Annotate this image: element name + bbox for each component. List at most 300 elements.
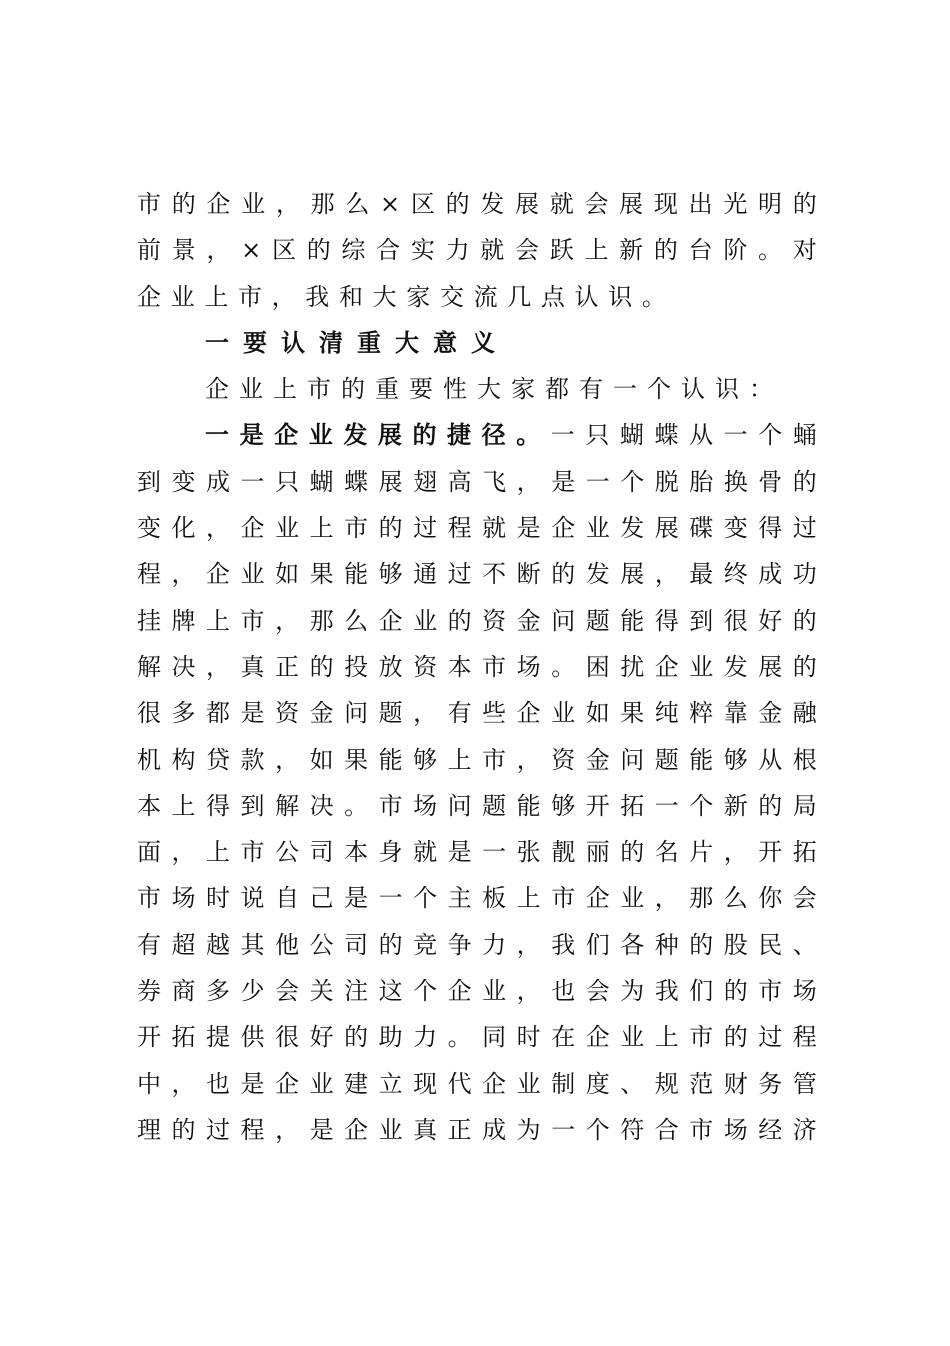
text-glyph: 。	[758, 236, 783, 265]
text-glyph: 只	[585, 421, 610, 450]
text-glyph: 的	[306, 236, 331, 265]
text-glyph: 景	[171, 236, 196, 265]
text-glyph: 企	[378, 606, 403, 635]
text-glyph: ，	[206, 236, 231, 265]
text-glyph: 蝶	[344, 467, 369, 496]
text-glyph: 己	[309, 884, 334, 913]
text-glyph: 么	[344, 606, 369, 635]
text-glyph: 供	[240, 1023, 265, 1052]
text-glyph: 构	[171, 745, 196, 774]
text-glyph: 业	[240, 560, 265, 589]
text-glyph: 放	[378, 652, 403, 681]
text-glyph: 会	[792, 884, 817, 913]
text-glyph: 真	[413, 1115, 438, 1144]
text-glyph: 交	[439, 282, 464, 311]
text-glyph: 个	[585, 1115, 610, 1144]
point-title-glyph: 是	[239, 420, 264, 450]
text-glyph: 点	[540, 282, 565, 311]
text-glyph: 我	[551, 930, 576, 959]
text-glyph: 场	[413, 791, 438, 820]
text-glyph: 面	[137, 838, 161, 867]
text-glyph: 个	[647, 375, 671, 404]
text-glyph: 企	[344, 1115, 369, 1144]
text-glyph: 正	[275, 652, 300, 681]
text-glyph: 成	[758, 560, 783, 589]
text-glyph: 的	[445, 190, 470, 218]
text-glyph: 金	[758, 699, 783, 728]
text-glyph: 高	[447, 467, 472, 496]
text-glyph: 合	[654, 1115, 679, 1144]
text-glyph: 纯	[654, 699, 679, 728]
text-glyph: 企	[585, 884, 610, 913]
text-line	[137, 459, 817, 505]
text-glyph: ，	[275, 190, 300, 218]
text-glyph: 市	[378, 791, 403, 820]
text-glyph: 过	[792, 514, 817, 543]
text-glyph: 有	[137, 930, 161, 959]
text-glyph: 。	[641, 282, 666, 311]
text-glyph: 名	[654, 838, 679, 867]
text-glyph: 本	[447, 652, 472, 681]
text-glyph: 问	[344, 699, 369, 728]
text-line	[137, 551, 817, 597]
text-glyph: 得	[654, 606, 679, 635]
text-glyph: 骨	[758, 467, 783, 496]
text-glyph: 到	[137, 467, 161, 496]
text-glyph: 决	[171, 652, 196, 681]
text-glyph: ，	[275, 745, 300, 774]
text-glyph: 是	[516, 514, 541, 543]
text-glyph: 司	[309, 838, 334, 867]
text-glyph: 家	[406, 282, 431, 311]
text-glyph: 如	[585, 699, 610, 728]
text-glyph: 展	[619, 190, 644, 218]
text-glyph: 在	[551, 1023, 576, 1052]
text-glyph: ，	[516, 930, 541, 959]
point-title-glyph: 企	[274, 420, 299, 450]
text-glyph: 跃	[549, 236, 574, 265]
text-glyph: 上	[516, 884, 541, 913]
text-glyph: 化	[171, 514, 196, 543]
text-line	[137, 1061, 817, 1107]
text-glyph: 种	[654, 930, 679, 959]
text-glyph: 市	[240, 838, 265, 867]
text-glyph: 蝶	[654, 421, 679, 450]
text-glyph: 决	[309, 791, 334, 820]
text-glyph: 市	[307, 375, 331, 404]
text-glyph: 业	[275, 514, 300, 543]
text-glyph: 企	[585, 1023, 610, 1052]
text-glyph: 就	[482, 514, 507, 543]
text-glyph: 。	[551, 652, 576, 681]
point-title-glyph: 业	[308, 420, 333, 450]
text-line	[137, 1014, 817, 1060]
text-glyph: 为	[620, 977, 645, 1006]
text-glyph: 好	[758, 606, 783, 635]
text-glyph: ，	[206, 514, 231, 543]
text-glyph: 都	[206, 699, 231, 728]
text-glyph: 范	[689, 1069, 714, 1098]
text-glyph: 题	[585, 606, 610, 635]
text-glyph: 真	[240, 652, 265, 681]
text-glyph: 场	[723, 1115, 748, 1144]
text-glyph: 公	[275, 838, 300, 867]
text-glyph: 性	[443, 375, 467, 404]
text-glyph: 程	[792, 1023, 817, 1052]
text-glyph: 也	[206, 1069, 231, 1098]
text-glyph: 扰	[620, 652, 645, 681]
text-glyph: 企	[654, 652, 679, 681]
text-glyph: ，	[654, 884, 679, 913]
text-glyph: 蛹	[792, 421, 817, 450]
text-glyph: 一	[240, 467, 265, 496]
text-glyph: 是	[551, 467, 576, 496]
text-glyph: 越	[206, 930, 231, 959]
text-glyph: 飞	[482, 467, 507, 496]
text-glyph: 程	[447, 514, 472, 543]
text-glyph: 区	[271, 236, 296, 265]
text-glyph: 机	[137, 745, 161, 774]
text-glyph: 多	[171, 699, 196, 728]
text-line	[137, 737, 817, 783]
text-glyph: 会	[584, 190, 609, 218]
text-glyph: 解	[137, 652, 161, 681]
text-glyph: 胎	[689, 467, 714, 496]
text-glyph: 能	[378, 745, 403, 774]
text-glyph: 大	[372, 282, 397, 311]
text-glyph: 各	[620, 930, 645, 959]
text-glyph: 够	[378, 560, 403, 589]
text-glyph: 根	[792, 745, 817, 774]
text-glyph: 靠	[723, 699, 748, 728]
text-glyph: 新	[619, 236, 644, 265]
text-glyph: 助	[378, 1023, 403, 1052]
text-glyph: 到	[240, 791, 265, 820]
text-glyph: 么	[723, 884, 748, 913]
text-glyph: 阶	[723, 236, 748, 265]
text-glyph: 业	[689, 652, 714, 681]
text-glyph: ，	[171, 1069, 196, 1098]
text-glyph: 市	[758, 977, 783, 1006]
text-glyph: ，	[516, 467, 541, 496]
text-glyph: 识	[608, 282, 633, 311]
text-line	[137, 1107, 817, 1153]
text-glyph: 正	[447, 1115, 472, 1144]
text-glyph: 的	[551, 560, 576, 589]
text-glyph: 的	[792, 190, 817, 218]
text-glyph: 脱	[654, 467, 679, 496]
text-glyph: 得	[206, 791, 231, 820]
text-glyph: 的	[689, 930, 714, 959]
text-glyph: 发	[585, 560, 610, 589]
text-glyph: 业	[239, 375, 263, 404]
text-glyph: 市	[137, 190, 161, 218]
text-glyph: 力	[482, 930, 507, 959]
text-glyph: 变	[171, 467, 196, 496]
text-line	[137, 922, 817, 968]
text-glyph: 上	[204, 282, 229, 311]
text-glyph: 民	[758, 930, 783, 959]
text-glyph: 的	[653, 236, 678, 265]
text-glyph: 本	[137, 791, 161, 820]
text-glyph: 管	[792, 1069, 817, 1098]
text-glyph: 成	[482, 1115, 507, 1144]
text-glyph: 同	[482, 1023, 507, 1052]
text-glyph: 业	[413, 606, 438, 635]
point-title-glyph: 发	[343, 420, 368, 450]
text-glyph: 通	[413, 560, 438, 589]
text-glyph: 度	[585, 1069, 610, 1098]
text-glyph: 企	[206, 560, 231, 589]
text-glyph: 一	[551, 1115, 576, 1144]
text-glyph: 就	[413, 838, 438, 867]
text-glyph: 时	[206, 884, 231, 913]
text-glyph: 终	[723, 560, 748, 589]
text-glyph: 的	[171, 190, 196, 218]
text-glyph: 的	[341, 375, 365, 404]
text-glyph: 一	[613, 375, 637, 404]
text-glyph: 新	[723, 791, 748, 820]
text-line	[137, 505, 817, 551]
text-glyph: 靓	[551, 838, 576, 867]
text-glyph: 上	[206, 606, 231, 635]
text-glyph: 财	[723, 1069, 748, 1098]
text-glyph: 提	[206, 1023, 231, 1052]
text-glyph: 上	[447, 745, 472, 774]
section-heading: 一要认清重大意义	[205, 327, 509, 357]
text-glyph: 变	[137, 514, 161, 543]
text-glyph: 片	[689, 838, 714, 867]
text-glyph: 金	[516, 606, 541, 635]
text-glyph: 理	[137, 1115, 161, 1144]
text-glyph: 多	[206, 977, 231, 1006]
text-glyph: 立	[378, 1069, 403, 1098]
text-glyph: 少	[240, 977, 265, 1006]
text-line	[137, 968, 817, 1014]
text-glyph: 发	[620, 514, 645, 543]
text-glyph: 展	[620, 560, 645, 589]
text-glyph: 上	[309, 514, 334, 543]
text-glyph: 说	[240, 884, 265, 913]
text-glyph: 金	[309, 699, 334, 728]
text-glyph: 企	[516, 699, 541, 728]
text-glyph: 从	[689, 421, 714, 450]
text-glyph: 都	[545, 375, 569, 404]
text-glyph: 挂	[137, 606, 161, 635]
text-glyph: 很	[275, 1023, 300, 1052]
point-title-line	[137, 412, 817, 458]
text-glyph: 开	[137, 1023, 161, 1052]
text-glyph: 好	[309, 1023, 334, 1052]
text-glyph: 板	[482, 884, 507, 913]
text-glyph: 市	[237, 282, 262, 311]
text-glyph: 是	[309, 1115, 334, 1144]
text-glyph: 够	[723, 745, 748, 774]
text-glyph: 会	[585, 977, 610, 1006]
text-glyph: 业	[620, 884, 645, 913]
text-glyph: 很	[137, 699, 161, 728]
text-glyph: 是	[344, 884, 369, 913]
text-glyph: 的	[792, 652, 817, 681]
text-glyph: 那	[689, 884, 714, 913]
text-glyph: 只	[275, 467, 300, 496]
text-glyph: 注	[344, 977, 369, 1006]
text-glyph: 。	[344, 791, 369, 820]
text-glyph: 光	[723, 190, 748, 218]
text-glyph: 股	[723, 930, 748, 959]
text-glyph: 争	[447, 930, 472, 959]
text-line	[137, 875, 817, 921]
text-glyph: 从	[758, 745, 783, 774]
text-glyph: 是	[447, 838, 472, 867]
text-glyph: 认	[681, 375, 705, 404]
text-glyph: 企	[482, 1069, 507, 1098]
text-glyph: 身	[378, 838, 403, 867]
text-glyph: 的	[378, 514, 403, 543]
text-glyph: 市	[240, 606, 265, 635]
text-glyph: 公	[309, 930, 334, 959]
point-title-glyph: 展	[377, 420, 402, 450]
text-glyph: 的	[344, 1023, 369, 1052]
text-glyph: ，	[171, 560, 196, 589]
text-glyph: 他	[275, 930, 300, 959]
text-glyph: 市	[344, 514, 369, 543]
text-glyph: 资	[482, 606, 507, 635]
text-glyph: 就	[549, 190, 574, 218]
text-glyph: 。	[447, 1023, 472, 1052]
text-glyph: 识	[715, 375, 739, 404]
text-glyph: 其	[240, 930, 265, 959]
text-glyph: 力	[413, 1023, 438, 1052]
point-title-glyph: 一	[205, 420, 229, 450]
text-glyph: 蝴	[619, 421, 644, 450]
text-glyph: ，	[723, 838, 748, 867]
text-glyph: 题	[482, 791, 507, 820]
text-glyph: 过	[447, 560, 472, 589]
text-glyph: 发	[480, 190, 505, 218]
text-glyph: 问	[447, 791, 472, 820]
text-glyph: 果	[309, 560, 334, 589]
text-glyph: 如	[275, 560, 300, 589]
text-glyph: 我	[654, 977, 679, 1006]
text-glyph: 超	[171, 930, 196, 959]
text-glyph: 翅	[413, 467, 438, 496]
text-glyph: 个	[689, 791, 714, 820]
text-glyph: 个	[413, 977, 438, 1006]
text-glyph: 业	[170, 282, 195, 311]
point-title-glyph: 。	[516, 420, 541, 450]
text-glyph: ，	[516, 977, 541, 1006]
text-glyph: ，	[271, 282, 296, 311]
text-line	[137, 181, 817, 227]
text-glyph: 换	[723, 467, 748, 496]
text-glyph: 拓	[620, 791, 645, 820]
document-text	[137, 181, 817, 1153]
text-glyph: 家	[511, 375, 535, 404]
text-glyph: 上	[206, 838, 231, 867]
text-glyph: 、	[792, 930, 817, 959]
text-glyph: 业	[378, 1115, 403, 1144]
text-glyph: 会	[275, 977, 300, 1006]
text-glyph: 司	[344, 930, 369, 959]
text-glyph: 的	[792, 606, 817, 635]
text-glyph: 粹	[689, 699, 714, 728]
text-glyph: 能	[620, 606, 645, 635]
text-glyph: ，	[275, 606, 300, 635]
text-glyph: 和	[338, 282, 363, 311]
text-glyph: 够	[413, 745, 438, 774]
text-glyph: 上	[654, 1023, 679, 1052]
text-glyph: 你	[758, 884, 783, 913]
text-glyph: 有	[447, 699, 472, 728]
text-glyph: 的	[723, 1023, 748, 1052]
text-glyph: 济	[792, 1115, 817, 1144]
text-glyph: 题	[378, 699, 403, 728]
text-glyph: 投	[344, 652, 369, 681]
text-glyph: 上	[273, 375, 297, 404]
text-glyph: 制	[551, 1069, 576, 1098]
text-glyph: 是	[240, 1069, 265, 1098]
text-glyph: 企	[137, 282, 161, 311]
text-line	[137, 690, 817, 736]
intro-line	[137, 366, 817, 412]
text-glyph: 会	[515, 236, 540, 265]
point-title-glyph: 捷	[447, 420, 472, 450]
text-glyph: 经	[758, 1115, 783, 1144]
text-glyph: 资	[275, 699, 300, 728]
text-glyph: 市	[689, 1023, 714, 1052]
text-glyph: 资	[551, 745, 576, 774]
text-glyph: 资	[413, 652, 438, 681]
text-glyph: 能	[344, 560, 369, 589]
text-glyph: 业	[620, 1023, 645, 1052]
text-glyph: 几	[507, 282, 532, 311]
text-glyph: 业	[551, 699, 576, 728]
text-line	[137, 274, 666, 320]
text-glyph: 符	[620, 1115, 645, 1144]
text-glyph: 也	[551, 977, 576, 1006]
text-glyph: ，	[654, 560, 679, 589]
text-glyph: 大	[477, 375, 501, 404]
text-glyph: 自	[275, 884, 300, 913]
text-glyph: 前	[137, 236, 161, 265]
text-glyph: 局	[792, 791, 817, 820]
text-glyph: 认	[574, 282, 599, 311]
text-line	[137, 227, 817, 273]
text-glyph: 能	[516, 791, 541, 820]
text-glyph: 就	[480, 236, 505, 265]
text-line	[137, 783, 817, 829]
text-glyph: 过	[413, 514, 438, 543]
text-glyph: 企	[551, 514, 576, 543]
text-glyph: 综	[341, 236, 366, 265]
text-glyph: 的	[378, 930, 403, 959]
text-glyph: 商	[171, 977, 196, 1006]
text-glyph: 不	[482, 560, 507, 589]
text-glyph: 断	[516, 560, 541, 589]
text-glyph: 业	[241, 190, 266, 218]
text-glyph: 们	[689, 977, 714, 1006]
text-glyph: 融	[792, 699, 817, 728]
text-glyph: 一	[585, 467, 610, 496]
text-glyph: 展	[654, 514, 679, 543]
text-glyph: 我	[305, 282, 330, 311]
text-glyph: 拓	[792, 838, 817, 867]
text-glyph: 一	[378, 884, 403, 913]
text-glyph: 合	[376, 236, 401, 265]
text-glyph: 上	[171, 791, 196, 820]
text-glyph: 发	[723, 652, 748, 681]
